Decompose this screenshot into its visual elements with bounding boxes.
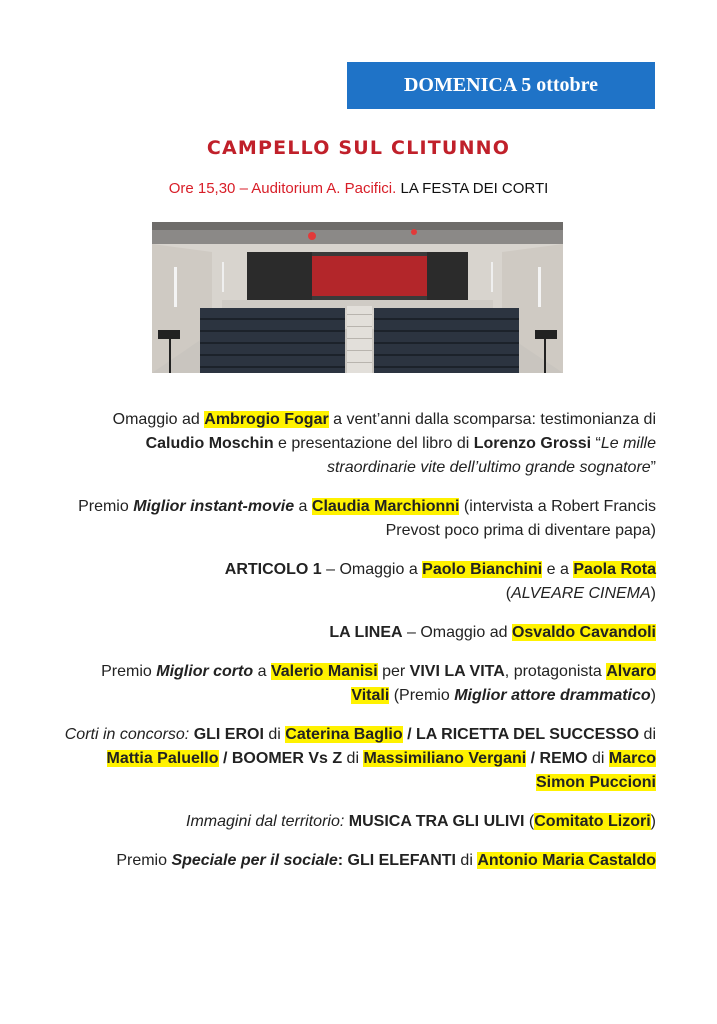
text: “ [591, 435, 601, 452]
text: , protagonista [504, 663, 607, 680]
program-item-la-linea [60, 621, 656, 645]
highlight-name: Valerio Manisi [270, 663, 378, 680]
text: Premio [101, 663, 157, 680]
text: di [263, 726, 286, 743]
text: ) [650, 585, 656, 602]
text: di [455, 852, 478, 869]
award-name: Miglior attore drammatico [454, 687, 651, 704]
highlight-name: Ambrogio Fogar [204, 411, 329, 428]
highlight-name: Mattia Paluello [106, 750, 219, 767]
text: e presentazione del libro di [273, 435, 474, 452]
book-title: Le mille straordinarie vite dell’ultimo grande sognatore [326, 435, 656, 476]
bold-title: VIVI LA VITA [409, 663, 505, 680]
date-banner: DOMENICA 5 ottobre [347, 62, 655, 109]
text: di [342, 750, 364, 767]
highlight-name: Comitato Lizori [534, 813, 651, 830]
highlight-name: Alvaro Vitali [351, 663, 656, 704]
bold-title: LA LINEA [329, 624, 403, 641]
highlight-name: Paolo Bianchini [422, 561, 543, 578]
italic-text: Immagini dal territorio: [186, 813, 345, 830]
text: per [377, 663, 410, 680]
auditorium-photo [152, 222, 563, 373]
bold-title: : GLI ELEFANTI [337, 852, 456, 869]
bold-title: ARTICOLO 1 [224, 561, 322, 578]
text: ) [650, 813, 656, 830]
text: Premio [78, 498, 134, 515]
highlight-name: Antonio Maria Castaldo [477, 852, 656, 869]
text: ) [650, 687, 656, 704]
text: a [253, 663, 271, 680]
auditorium-photo-illustration [152, 222, 563, 373]
bold-name: Caludio Moschin [145, 435, 274, 452]
bold-title: / BOOMER Vs Z [218, 750, 343, 767]
event-title: LA FESTA DEI CORTI [400, 180, 549, 197]
text: – Omaggio a [321, 561, 423, 578]
italic-text: Corti in concorso: [64, 726, 190, 743]
program-list [60, 408, 656, 888]
text: (Premio [389, 687, 455, 704]
highlight-name: Osvaldo Cavandoli [511, 624, 656, 641]
text: ” [650, 459, 656, 476]
text: a [294, 498, 312, 515]
program-item-premio-sociale [60, 849, 656, 873]
event-time-place [0, 180, 717, 197]
italic-text: ALVEARE CINEMA [511, 585, 651, 602]
program-item-miglior-corto [60, 660, 656, 708]
text: Omaggio ad [112, 411, 205, 428]
program-item-articolo-1 [60, 558, 656, 606]
program-item-immagini-territorio [60, 810, 656, 834]
text: ( [505, 585, 512, 602]
text: e a [542, 561, 574, 578]
town-title: CAMPELLO SUL CLITUNNO [206, 137, 511, 159]
program-item-fogar [60, 408, 656, 480]
bold-title: MUSICA TRA GLI ULIVI [344, 813, 525, 830]
highlight-name: Caterina Baglio [285, 726, 403, 743]
bold-title: / LA RICETTA DEL SUCCESSO [402, 726, 640, 743]
text: ( [524, 813, 535, 830]
text: – Omaggio ad [402, 624, 512, 641]
text: a vent’anni dalla scomparsa: testimonianza di [328, 411, 656, 428]
award-name: Miglior instant-movie [133, 498, 295, 515]
award-name: Miglior corto [156, 663, 254, 680]
text: (intervista a Robert Francis Prevost poco prima di diventare papa) [385, 498, 656, 539]
bold-name: Lorenzo Grossi [473, 435, 592, 452]
highlight-name: Marco Simon Puccioni [535, 750, 656, 791]
program-item-instant-movie [60, 495, 656, 543]
highlight-name: Paola Rota [573, 561, 656, 578]
text: di [587, 750, 609, 767]
program-item-corti-in-concorso [60, 723, 656, 795]
text: di [639, 726, 656, 743]
text: Premio [116, 852, 172, 869]
award-name: Speciale per il sociale [171, 852, 338, 869]
highlight-name: Massimiliano Vergani [363, 750, 527, 767]
highlight-name: Claudia Marchionni [311, 498, 460, 515]
bold-title: GLI EROI [189, 726, 264, 743]
bold-title: / REMO [526, 750, 588, 767]
time-place-text: Ore 15,30 – Auditorium A. Pacifici. [168, 180, 397, 197]
